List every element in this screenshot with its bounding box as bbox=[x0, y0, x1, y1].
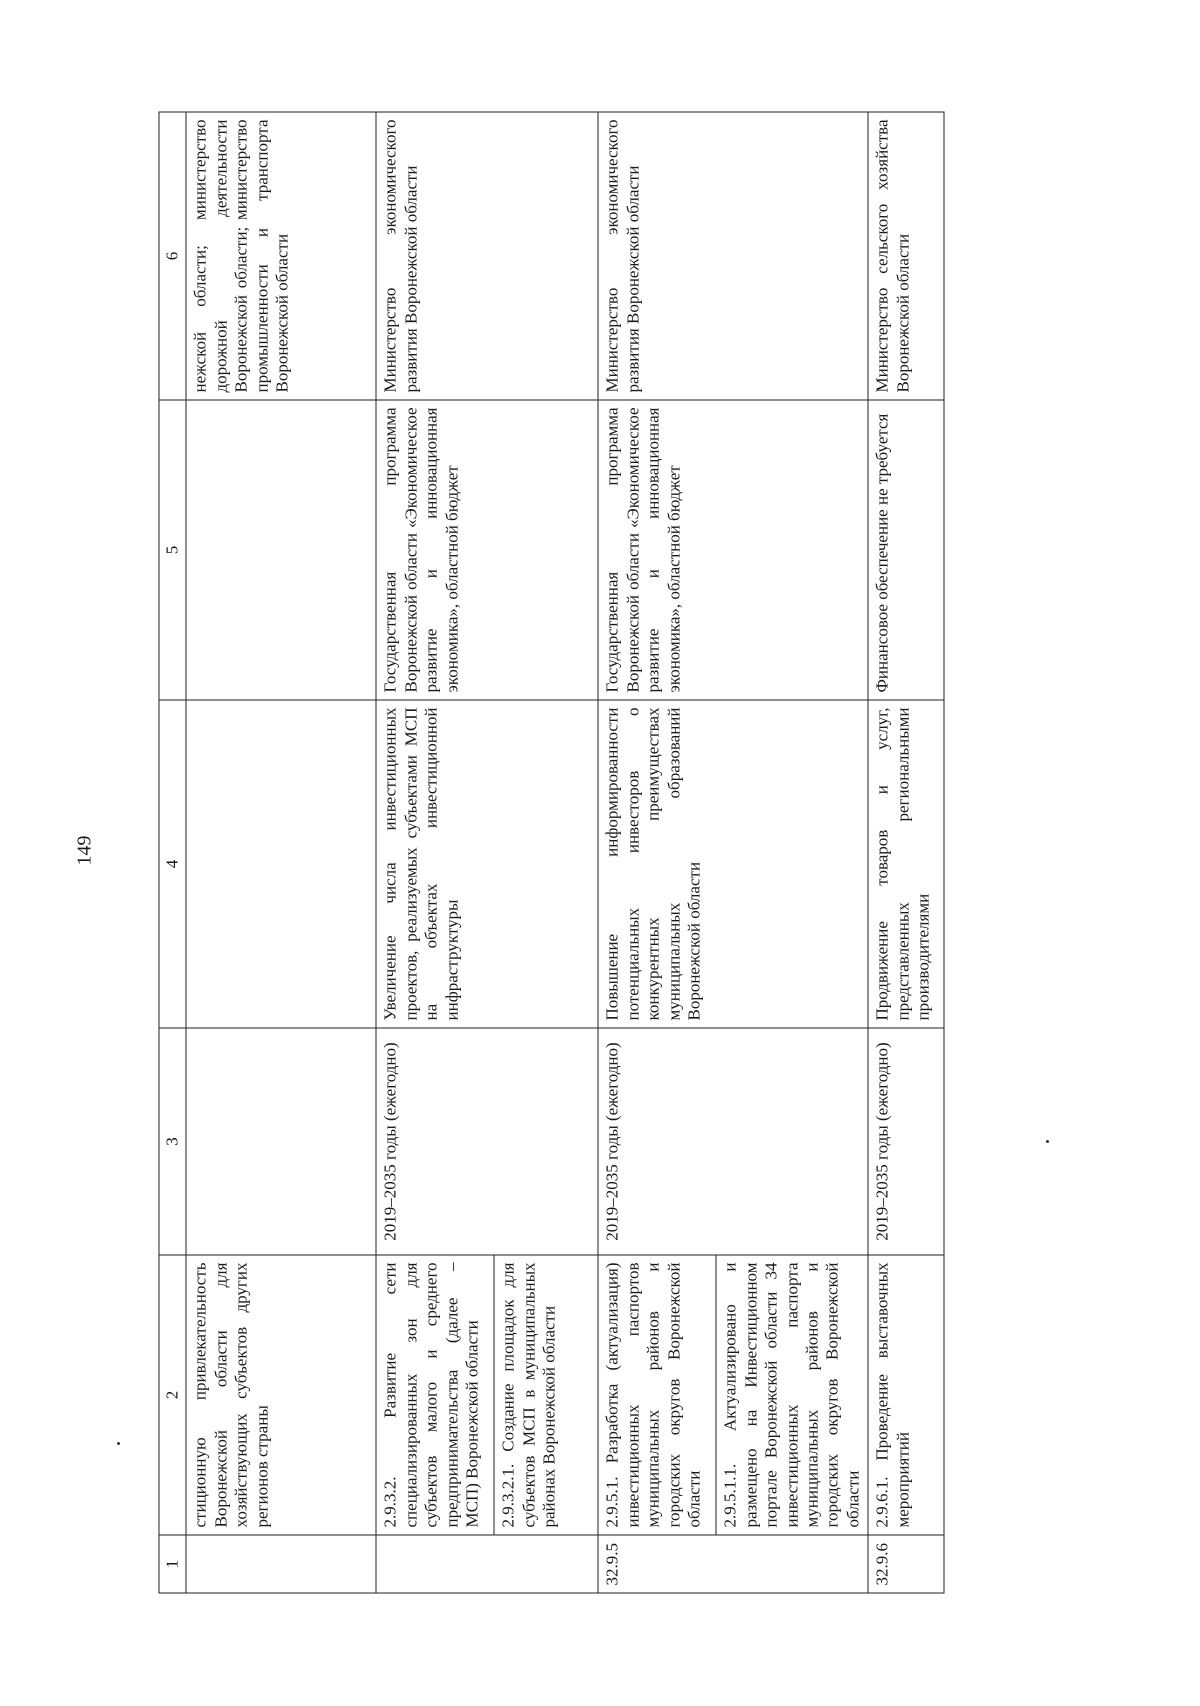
column-header: 4 bbox=[159, 700, 186, 1028]
table-row bbox=[868, 112, 944, 1593]
page-number: 149 bbox=[73, 835, 96, 866]
cell-funding: Государственная программа Воронежской области «Экономическое развитие и инновационная экономика», областной бюджет bbox=[598, 400, 868, 700]
cell-period: 2019–2035 годы (ежегодно) bbox=[868, 1028, 944, 1255]
rotated-table-container bbox=[159, 113, 1031, 1594]
cell-measure: 2.9.6.1. Проведение выставочных мероприятий bbox=[868, 1255, 944, 1535]
cell-executor: Министерство сельского хозяйства Воронежской области bbox=[868, 112, 944, 400]
column-header: 3 bbox=[159, 1028, 186, 1255]
scan-speck bbox=[1046, 1140, 1049, 1143]
cell-result: Продвижение товаров и услуг, представленных региональными производителями bbox=[868, 700, 944, 1028]
cell-result: Повышение информированности потенциальных инвесторов о конкурентных преимуществах муниципальных образований Воронежской области bbox=[598, 700, 868, 1028]
cell-funding: Государственная программа Воронежской области «Экономическое развитие и инновационная экономика», областной бюджет bbox=[376, 400, 598, 700]
cell-number: 32.9.5 bbox=[598, 1535, 868, 1593]
table-row bbox=[598, 112, 716, 1593]
cell-number bbox=[376, 1535, 598, 1593]
cell-measure: стиционную привлекательность Воронежской области для хозяйствующих субъектов других регионов страны bbox=[186, 1255, 376, 1535]
column-header: 2 bbox=[159, 1255, 186, 1535]
cell-number bbox=[186, 1535, 376, 1593]
cell-executor: Министерство экономического развития Воронежской области bbox=[376, 112, 598, 400]
cell-result: Увеличение числа инвестиционных проектов, реализуемых субъектами МСП на объектах инвестиционной инфраструктуры bbox=[376, 700, 598, 1028]
table-row bbox=[186, 112, 376, 1593]
column-header: 6 bbox=[159, 112, 186, 400]
data-table bbox=[159, 112, 945, 1594]
cell-period: 2019–2035 годы (ежегодно) bbox=[598, 1028, 868, 1255]
table-row bbox=[376, 112, 494, 1593]
cell-executor: Министерство экономического развития Воронежской области bbox=[598, 112, 868, 400]
column-header: 1 bbox=[159, 1535, 186, 1593]
cell-number: 32.9.6 bbox=[868, 1535, 944, 1593]
cell-measure: 2.9.5.1. Разработка (актуализация) инвестиционных паспортов муниципальных районов и городских округов Воронежской области bbox=[598, 1255, 716, 1535]
column-header: 5 bbox=[159, 400, 186, 700]
cell-executor: нежской области; министерство дорожной деятельности Воронежской области; министерство промышленности и транспорта Воронежской области bbox=[186, 112, 376, 400]
cell-period bbox=[186, 1028, 376, 1255]
cell-period: 2019–2035 годы (ежегодно) bbox=[376, 1028, 598, 1255]
table-header-row bbox=[159, 112, 186, 1593]
cell-measure-subitem: 2.9.5.1.1. Актуализировано и размещено на Инвестиционном портале Воронежской области 34 инвестиционных паспорта муниципальных районов и городских округов Воронежской области bbox=[716, 1255, 868, 1535]
cell-funding bbox=[186, 400, 376, 700]
cell-measure-subitem: 2.9.3.2.1. Создание площадок для субъектов МСП в муниципальных районах Воронежской области bbox=[494, 1255, 598, 1535]
cell-measure: 2.9.3.2. Развитие сети специализированных зон для субъектов малого и среднего предпринимательства (далее – МСП) Воронежской области bbox=[376, 1255, 494, 1535]
cell-funding: Финансовое обеспечение не требуется bbox=[868, 400, 944, 700]
cell-result bbox=[186, 700, 376, 1028]
scan-speck bbox=[117, 1442, 120, 1445]
